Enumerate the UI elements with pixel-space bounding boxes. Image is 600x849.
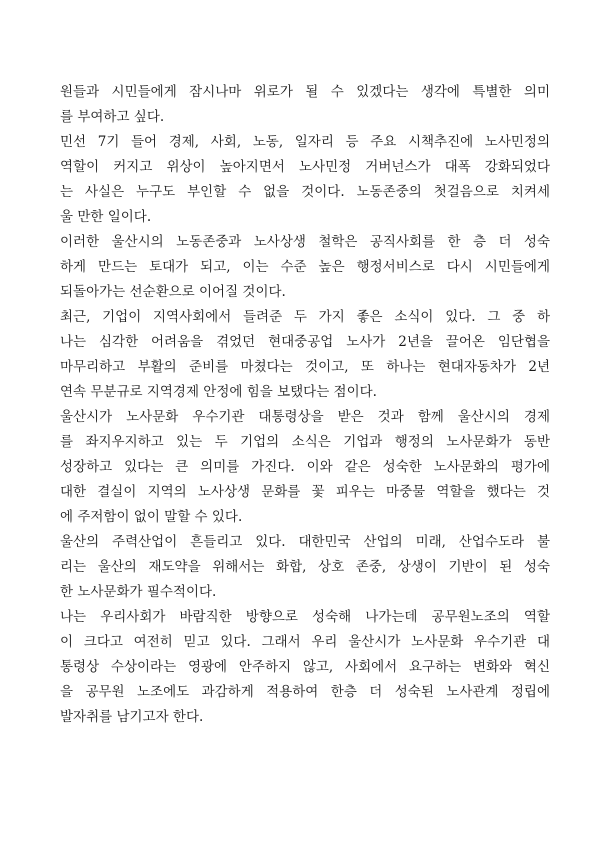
text-line: 역할이 커지고 위상이 높아지면서 노사민정 거버넌스가 대폭 강화되었다 [60,159,550,175]
text-line: 나는 심각한 어려움을 겪었던 현대중공업 노사가 2년을 끌어온 임단협을 [60,334,550,350]
text-line: 울 만한 일이다. [60,209,152,225]
text-line: 리는 울산의 재도약을 위해서는 화합, 상호 존중, 상생이 기반이 된 성숙 [60,559,550,575]
text-line: 에 주저함이 없이 말할 수 있다. [60,509,243,525]
text-line: 는 사실은 누구도 부인할 수 없을 것이다. 노동존중의 첫걸음으로 치켜세 [60,184,550,200]
text-line: 나는 우리사회가 바람직한 방향으로 성숙해 나가는데 공무원노조의 역할 [60,609,550,625]
body-text [60,80,550,730]
text-line: 성장하고 있다는 큰 의미를 가진다. 이와 같은 성숙한 노사문화의 평가에 [60,459,550,475]
text-line: 통령상 수상이라는 영광에 안주하지 않고, 사회에서 요구하는 변화와 혁신 [60,659,550,675]
text-line: 를 좌지우지하고 있는 두 기업의 소식은 기업과 행정의 노사문화가 동반 [60,434,550,450]
text-line: 한 노사문화가 필수적이다. [60,584,217,600]
text-line: 되돌아가는 선순환으로 이어질 것이다. [60,284,286,300]
text-line: 하게 만드는 토대가 되고, 이는 수준 높은 행정서비스로 다시 시민들에게 [60,259,550,275]
text-line: 대한 결실이 지역의 노사상생 문화를 꽃 피우는 마중물 역할을 했다는 것 [60,484,550,500]
text-line: 울산시가 노사문화 우수기관 대통령상을 받은 것과 함께 울산시의 경제 [60,409,550,425]
text-line: 을 공무원 노조에도 과감하게 적용하여 한층 더 성숙된 노사관계 정립에 [60,684,550,700]
text-line: 민선 7기 들어 경제, 사회, 노동, 일자리 등 주요 시책추진에 노사민정의 [60,134,550,150]
text-line: 이러한 울산시의 노동존중과 노사상생 철학은 공직사회를 한 층 더 성숙 [60,234,550,250]
text-line: 원들과 시민들에게 잠시나마 위로가 될 수 있겠다는 생각에 특별한 의미 [60,84,550,100]
text-line: 울산의 주력산업이 흔들리고 있다. 대한민국 산업의 미래, 산업수도라 불 [60,534,550,550]
text-line: 이 크다고 여전히 믿고 있다. 그래서 우리 울산시가 노사문화 우수기관 대 [60,634,550,650]
text-line: 최근, 기업이 지역사회에서 들려준 두 가지 좋은 소식이 있다. 그 중 하 [60,309,550,325]
text-line: 발자취를 남기고자 한다. [60,709,204,725]
text-line: 연속 무분규로 지역경제 안정에 힘을 보탰다는 점이다. [60,384,377,400]
text-line: 마무리하고 부활의 준비를 마쳤다는 것이고, 또 하나는 현대자동차가 2년 [60,359,550,375]
text-line: 를 부여하고 싶다. [60,109,165,125]
